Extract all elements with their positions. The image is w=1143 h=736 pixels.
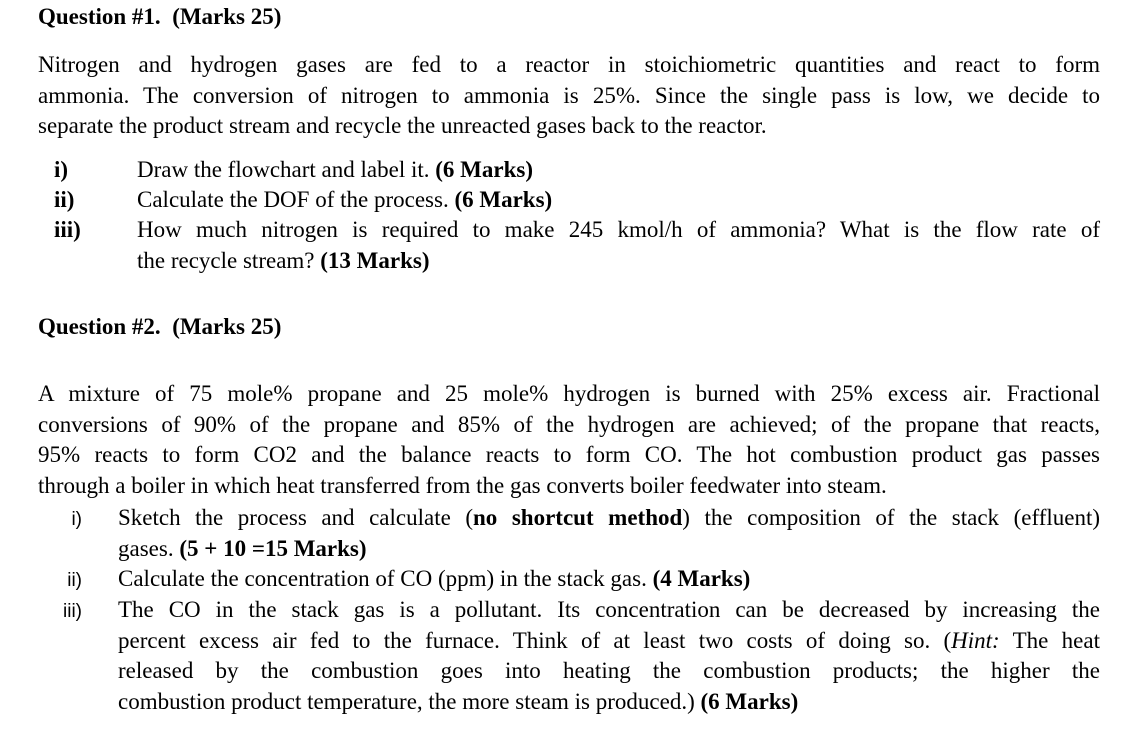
question-1-marks: (Marks 25): [172, 4, 282, 29]
item-text-part-c: ) the composition of the stack (effluent): [682, 505, 1101, 530]
item-text-line-4: [118, 687, 1100, 718]
question-2-item-ii: [38, 564, 1100, 595]
item-number: ii): [54, 187, 75, 212]
item-text-line-1: The CO in the stack gas is a pollutant. Its concentration can be decreased by increasing the: [118, 597, 1100, 622]
item-marks: (6 Marks): [435, 157, 533, 182]
item-text: [137, 155, 533, 186]
question-2-heading: [38, 312, 281, 342]
question-2-line-2: conversions of 90% of the propane and 85% of the hydrogen are achieved; of the propane that reacts,: [38, 411, 1100, 437]
item-text-body: Draw the flowchart and label it.: [137, 157, 430, 182]
question-2-title: Question #2.: [38, 314, 161, 339]
question-2-line-3: 95% reacts to form CO2 and the balance reacts to form CO. The hot combustion product gas passes: [38, 442, 1100, 467]
question-2-item-iii: [38, 595, 1100, 719]
hint-label: Hint:: [951, 627, 1000, 653]
question-1-item-i: [38, 155, 1100, 186]
item-text: [118, 503, 1100, 564]
question-1-item-ii: [38, 185, 1100, 216]
item-text-line-2-part-a: percent excess air fed to the furnace. Think of at least two costs of doing so. (: [118, 627, 952, 653]
question-2-paragraph: [38, 379, 1100, 501]
item-text-line-2: [118, 626, 1100, 657]
item-number: ii): [67, 570, 82, 591]
question-2-line-4: through a boiler in which heat transferred from the gas converts boiler feedwater into steam.: [38, 472, 887, 498]
question-1-item-iii: [38, 215, 1100, 277]
item-marks: (5 + 10 =15 Marks): [179, 535, 367, 561]
item-text-body: Calculate the DOF of the process.: [137, 187, 449, 212]
question-1-paragraph: [38, 50, 1100, 142]
question-1-line-3: separate the product stream and recycle the unreacted gases back to the reactor.: [38, 113, 767, 138]
question-1-heading: [38, 2, 281, 32]
question-2-item-i: [38, 503, 1100, 565]
item-number: i): [71, 509, 82, 530]
item-text: [118, 564, 750, 595]
item-text-line-3: released by the combustion goes into heating the combustion products; the higher the: [118, 658, 1100, 683]
item-text-line-1: [118, 503, 1100, 534]
item-marks: (6 Marks): [454, 187, 553, 212]
item-text-line-2: [118, 534, 1100, 565]
item-text: [137, 185, 552, 216]
item-number: iii): [54, 217, 81, 242]
question-2-line-1: A mixture of 75 mole% propane and 25 mole% hydrogen is burned with 25% excess air. Fractional: [38, 381, 1100, 406]
item-number: i): [54, 157, 69, 182]
item-text-part-a: Sketch the process and calculate (: [118, 505, 474, 530]
item-text: [118, 595, 1100, 717]
item-text-line-4-body: combustion product temperature, the more steam is produced.): [118, 688, 695, 714]
item-text-line-2-body: the recycle stream?: [137, 247, 315, 273]
item-number: iii): [63, 601, 82, 622]
item-text-line-2-part-b: The heat: [999, 627, 1100, 653]
item-text-body: Calculate the concentration of CO (ppm) in the stack gas.: [118, 566, 647, 591]
item-marks: (6 Marks): [700, 688, 799, 714]
question-2-marks: (Marks 25): [172, 314, 282, 339]
question-1-line-1: Nitrogen and hydrogen gases are fed to a reactor in stoichiometric quantities and react to form: [38, 52, 1100, 77]
question-1-title: Question #1.: [38, 4, 161, 29]
item-emphasis: no shortcut method: [473, 505, 683, 530]
item-text: [137, 215, 1100, 276]
item-text-line-2: [137, 246, 1100, 277]
item-text-line-1: How much nitrogen is required to make 245 kmol/h of ammonia? What is the flow rate of: [137, 217, 1100, 242]
item-text-line-2-body: gases.: [118, 535, 174, 561]
question-1-line-2: ammonia. The conversion of nitrogen to ammonia is 25%. Since the single pass is low, we decide to: [38, 82, 1100, 108]
item-marks: (4 Marks): [652, 566, 751, 591]
item-marks: (13 Marks): [320, 247, 430, 273]
